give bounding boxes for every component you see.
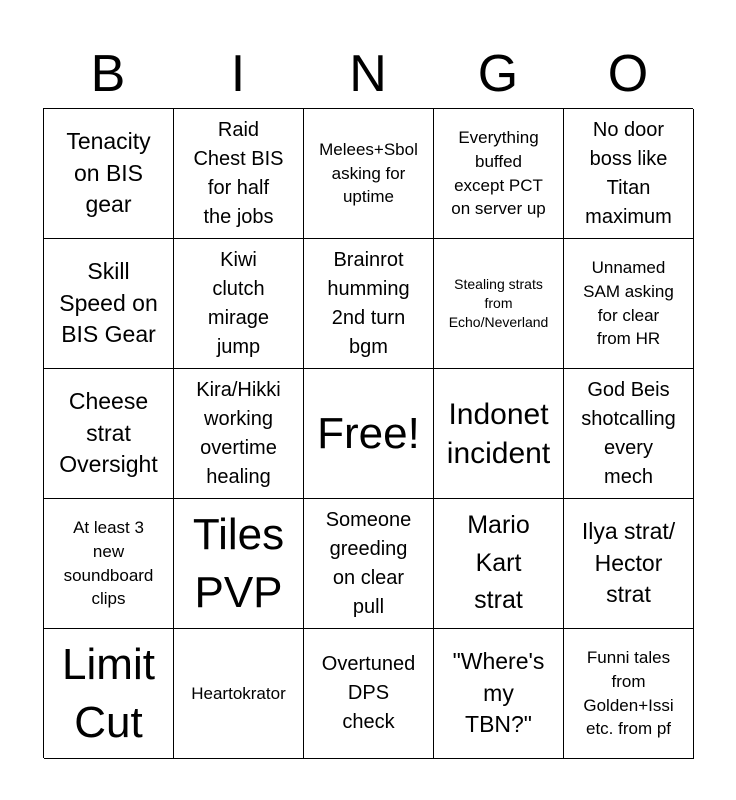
header-letter-o: O (607, 45, 649, 103)
bingo-cell-text: Melees+Sbol asking for uptime (319, 139, 418, 207)
bingo-cell-text: Tiles PVP (192, 510, 285, 617)
bingo-cell[interactable] (44, 239, 174, 369)
bingo-cell[interactable] (564, 629, 694, 759)
bingo-cell-text: Skill Speed on BIS Gear (59, 257, 158, 348)
bingo-cell-text: Mario Kart strat (467, 511, 530, 615)
bingo-cell[interactable] (174, 239, 304, 369)
bingo-cell-text: Ilya strat/ Hector strat (581, 517, 676, 608)
bingo-cell[interactable] (434, 109, 564, 239)
bingo-cell[interactable] (434, 499, 564, 629)
bingo-cell[interactable] (564, 239, 694, 369)
bingo-cell-text: Tenacity on BIS gear (66, 127, 151, 218)
bingo-cell-text: At least 3 new soundboard clips (63, 517, 154, 609)
free-space-text: Free! (317, 408, 420, 458)
bingo-cell[interactable] (434, 369, 564, 499)
bingo-cell[interactable] (44, 109, 174, 239)
bingo-cell[interactable] (304, 239, 434, 369)
bingo-cell-text: Funni tales from Golden+Issi etc. from pf (583, 647, 674, 739)
bingo-cell-text: Unnamed SAM asking for clear from HR (583, 257, 674, 349)
bingo-cell-text: Cheese strat Oversight (59, 387, 158, 478)
bingo-cell-free[interactable] (304, 369, 434, 499)
bingo-cell[interactable] (564, 109, 694, 239)
bingo-cell-text: Kira/Hikki working overtime healing (196, 378, 281, 488)
bingo-cell-text: Someone greeding on clear pull (325, 508, 412, 618)
header-letter-b: B (90, 45, 126, 103)
bingo-cell[interactable] (174, 369, 304, 499)
bingo-cell[interactable] (174, 499, 304, 629)
bingo-cell-text: "Where's my TBN?" (452, 647, 545, 738)
header-letter-i: I (230, 45, 246, 103)
bingo-cell[interactable] (44, 369, 174, 499)
bingo-cell-text: Raid Chest BIS for half the jobs (193, 118, 284, 228)
bingo-board (43, 108, 693, 758)
bingo-cell[interactable] (304, 499, 434, 629)
bingo-cell-text: Indonet incident (446, 397, 551, 470)
bingo-cell[interactable] (564, 499, 694, 629)
bingo-cell[interactable] (44, 629, 174, 759)
bingo-cell-text: Stealing strats from Echo/Neverland (448, 276, 549, 330)
bingo-cell[interactable] (564, 369, 694, 499)
bingo-cell[interactable] (434, 239, 564, 369)
bingo-cell[interactable] (304, 109, 434, 239)
header-letter-n: N (349, 45, 387, 103)
bingo-cell-text: Limit Cut (62, 640, 155, 747)
bingo-cell-text: Kiwi clutch mirage jump (207, 248, 270, 358)
bingo-cell-text: Everything buffed except PCT on server up (451, 127, 546, 219)
bingo-cell[interactable] (44, 499, 174, 629)
header-letter-g: G (477, 45, 519, 103)
bingo-cell-text: Overtuned DPS check (321, 653, 416, 733)
bingo-cell[interactable] (174, 109, 304, 239)
bingo-cell-text: God Beis shotcalling every mech (581, 378, 676, 488)
bingo-cell-text: Heartokrator (191, 683, 286, 703)
bingo-header (43, 40, 693, 108)
bingo-cell[interactable] (304, 629, 434, 759)
bingo-cell[interactable] (174, 629, 304, 759)
bingo-cell-text: No door boss like Titan maximum (585, 118, 672, 228)
bingo-cell[interactable] (434, 629, 564, 759)
bingo-cell-text: Brainrot humming 2nd turn bgm (327, 248, 410, 358)
